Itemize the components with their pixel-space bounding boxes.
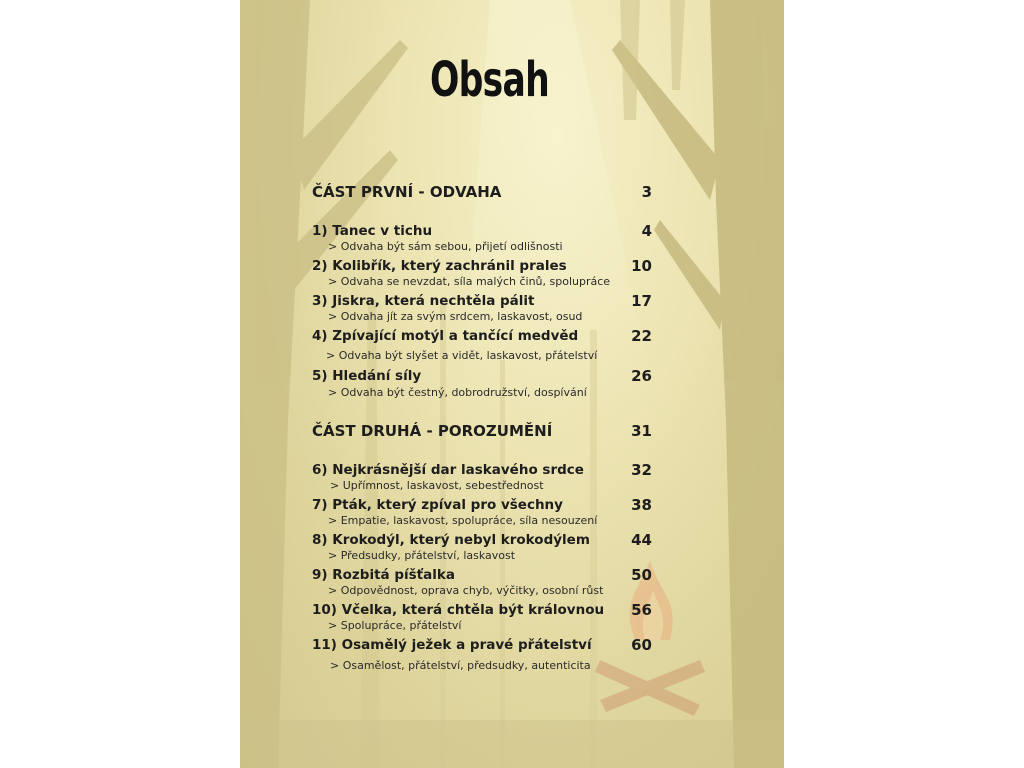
chapter-subtitle: > Odvaha se nevzdat, síla malých činů, spolupráce [328,275,611,288]
chapter-subtitle: > Odvaha jít za svým srdcem, laskavost, osud [328,310,583,323]
chapter-title: 3) Jiskra, která nechtěla pálit [312,293,535,309]
chapter-title: 4) Zpívající motýl a tančící medvěd [312,328,579,344]
part-heading: ČÁST PRVNÍ - ODVAHA [312,183,502,201]
page-title: Obsah [430,52,550,108]
chapter-page-number: 60 [631,636,652,654]
chapter-title: 1) Tanec v tichu [312,223,433,239]
chapter-subtitle: > Předsudky, přátelství, laskavost [328,549,516,562]
chapter-title: 2) Kolibřík, který zachránil prales [312,258,567,274]
chapter-page-number: 38 [631,496,652,514]
chapter-page-number: 26 [631,367,652,385]
chapter-title: 6) Nejkrásnější dar laskavého srdce [312,462,584,478]
chapter-title: 10) Včelka, která chtěla být královnou [312,602,605,618]
chapter-title: 7) Pták, který zpíval pro všechny [312,497,563,513]
chapter-page-number: 32 [631,461,652,479]
chapter-subtitle: > Odvaha být čestný, dobrodružství, dospívání [328,386,587,399]
chapter-title: 8) Krokodýl, který nebyl krokodýlem [312,532,590,548]
chapter-subtitle: > Spolupráce, přátelství [328,619,462,632]
chapter-subtitle: > Odpovědnost, oprava chyb, výčitky, osobní růst [328,584,604,597]
chapter-subtitle: > Empatie, laskavost, spolupráce, síla nesouzení [328,514,598,527]
chapter-page-number: 22 [631,327,652,345]
part-page-number: 3 [641,183,652,201]
chapter-page-number: 10 [631,257,652,275]
chapter-subtitle: > Odvaha být sám sebou, přijetí odlišnosti [328,240,563,253]
part-page-number: 31 [631,422,652,440]
chapter-title: 11) Osamělý ježek a pravé přátelství [312,637,592,653]
chapter-subtitle: > Odvaha být slyšet a vidět, laskavost, přátelství [326,349,598,362]
chapter-title: 5) Hledání síly [312,368,422,384]
chapter-page-number: 44 [631,531,652,549]
chapter-title: 9) Rozbitá píšťalka [312,567,455,583]
chapter-subtitle: > Osamělost, přátelství, předsudky, autenticita [330,659,591,672]
chapter-subtitle: > Upřímnost, laskavost, sebestřednost [330,479,544,492]
part-heading: ČÁST DRUHÁ - POROZUMĚNÍ [312,422,553,440]
chapter-page-number: 50 [631,566,652,584]
chapter-page-number: 56 [631,601,652,619]
chapter-page-number: 17 [631,292,652,310]
toc-page [240,0,784,768]
chapter-page-number: 4 [641,222,652,240]
